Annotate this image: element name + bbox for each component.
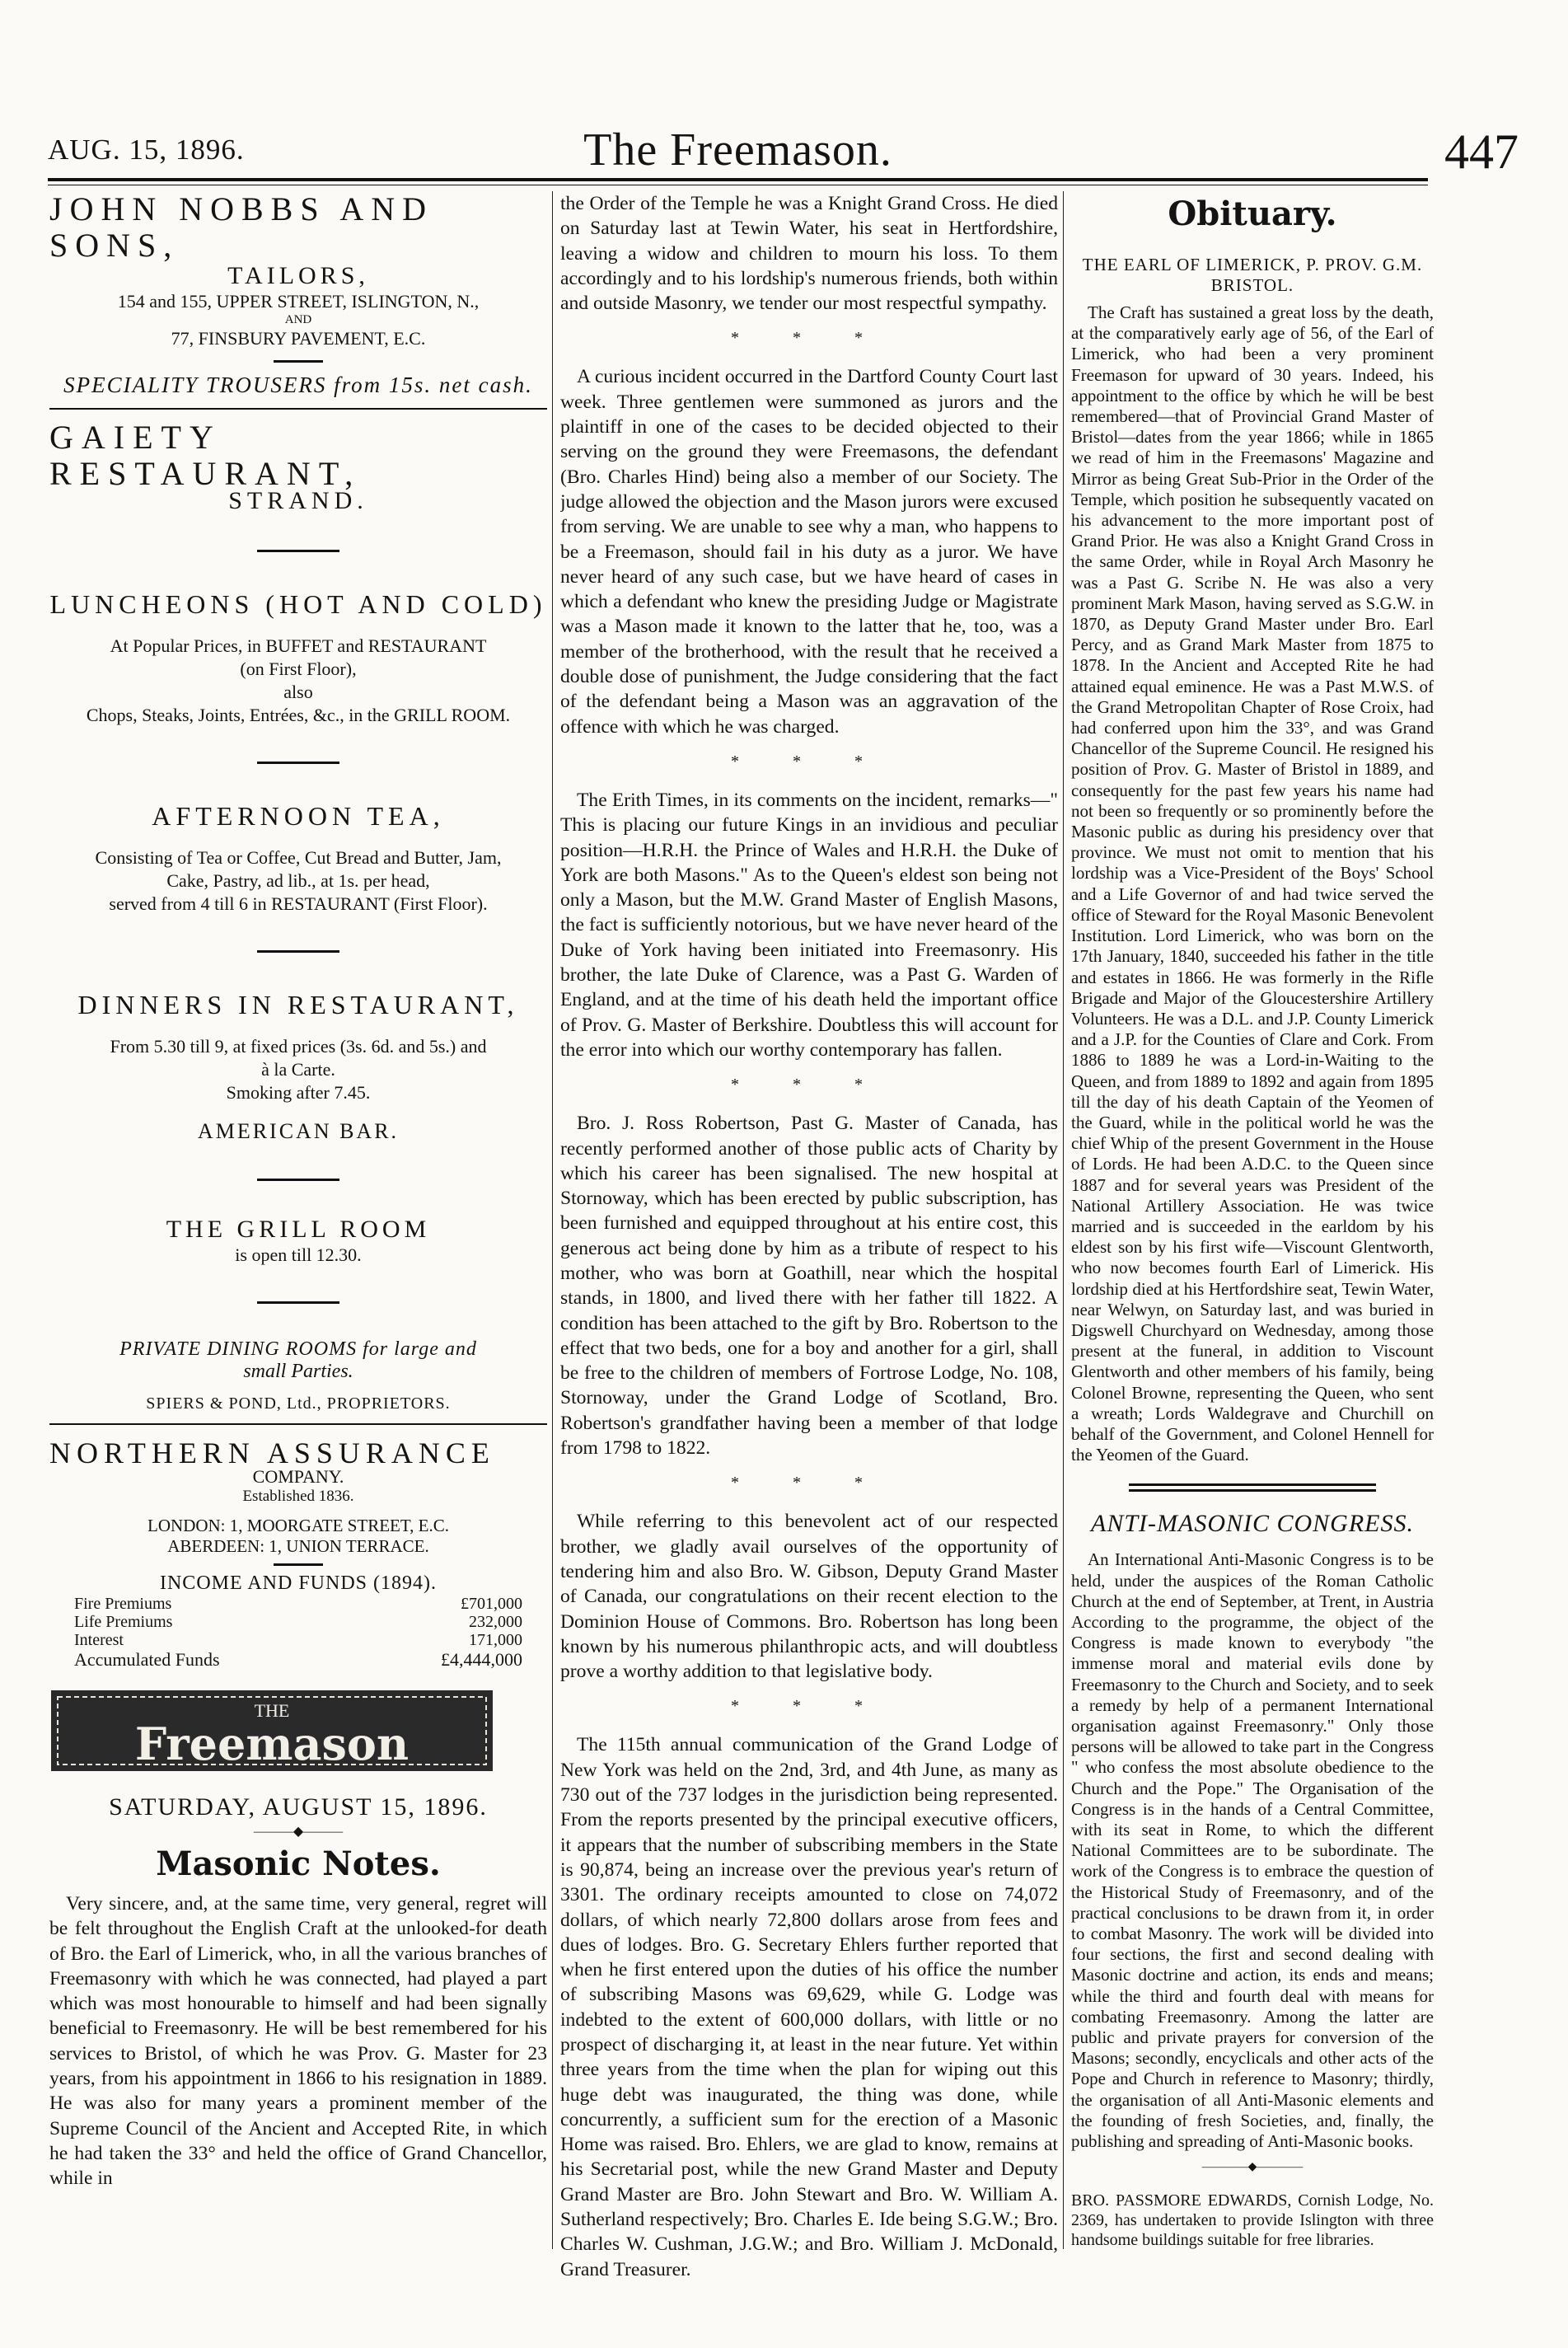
- anti-masonic-body: An International Anti-Masonic Congress is to be held, under the auspices of the Roman Catholic Church at the end of September, at Trent, in Austria According to the programme, the object of the Congress is made known to everybody "the immense moral and material evils done by Freemasonry to the Church and Society, and to seek a remedy by help of a permanent International organisation against Freemasonry." Only those persons will be allowed to take part in the Congress " who confess the most absolute obedience to the Church and the Pope." The Organisation of the Congress is in the hands of a Central Committee, with its seat in Rome, to which the different National Committees are to be subordinate. The work of the Congress is to embrace the question of the Historical Study of Freemasonry, and of the practical conclusions to be drawn from it, in order to combat Masonry. The work will be divided into four sections, the first and second dealing with Masonic doctrine and action, its ends and means; while the third and fourth deal with means for combating Freemasonry. Among the latter are public and private prayers for conversion of the Masons; secondly, encyclicals and other acts of the Pope and Church in reference to Masonry; thirdly, the organisation of all Anti-Masonic elements and the founding of fresh Societies, and, finally, the publishing and spreading of Anti-Masonic books.: [1071, 1549, 1434, 2152]
- ad-gaiety-name: GAIETY RESTAURANT,: [49, 419, 362, 492]
- column-divider-2: [1063, 191, 1064, 2249]
- issue-date-header: AUG. 15, 1896.: [48, 134, 245, 166]
- ad-nobbs: [49, 191, 547, 398]
- ad-gaiety-din-1: From 5.30 till 9, at fixed prices (3s. 6d. and 5s.) and: [110, 1036, 487, 1057]
- divider: [257, 1301, 339, 1304]
- ad-northern-funds-heading: INCOME AND FUNDS (1894).: [159, 1572, 437, 1594]
- column-divider-1: [552, 191, 553, 2249]
- logo-small-text: THE: [254, 1700, 290, 1721]
- fund-row: Interest 171,000: [74, 1631, 522, 1649]
- masthead: [48, 124, 1519, 181]
- ad-gaiety-din-2: à la Carte.: [261, 1059, 335, 1080]
- ornament-divider: ———◆———: [253, 1825, 344, 1839]
- obituary-subheading-1: THE EARL OF LIMERICK, P. PROV. G.M.: [1082, 255, 1423, 274]
- funds-table: [49, 1595, 547, 1671]
- masonic-notes-p7: The 115th annual communication of the Grand Lodge of New York was held on the 2nd, 3rd, and 4th June, as many as 730 out of the 737 lodges in the jurisdiction being represented. From the reports presented by the principal executive officers, it appears that the number of subscribing members in the State is 90,874, being an increase over the previous year's return of 3301. The ordinary receipts amounted to close on 74,072 dollars, of which nearly 72,800 dollars arose from fees and dues of lodges. Bro. G. Secretary Ehlers further reported that when he first entered upon the duties of his office the number of subscribing Masons was 69,629, while G. Lodge was indebted to the extent of 600,000 dollars, with little or no prospect of discharging it, at least in the near future. Yet within three years from the time when the plan for wiping out this huge debt was inaugurated, the thing was done, while concurrently, a sufficient sum for the erection of a Masonic Home was raised. Bro. Ehlers, we are glad to know, remains at his Secretarial post, while the new Grand Master and Deputy Grand Master are Bro. John Stewart and Bro. W. William A. Sutherland respectively; Bro. Charles E. Ide being S.G.W.; Bro. Charles W. Cushman, J.G.W.; and Bro. William J. McDonald, Grand Treasurer.: [560, 1734, 1058, 2280]
- masonic-notes-p4: The Erith Times, in its comments on the incident, remarks—" This is placing our future Kings in an invidious and peculiar position—H.R.H. the Prince of Wales and H.R.H. the Duke of York are both Masons." As to the Queen's eldest son being not only a Mason, but the M.W. Grand Master of English Masons, the fact is sufficiently notorious, but we have never heard of the Duke of York having been initiated into Freemasonry. His brother, the late Duke of Clarence, was a Past G. Warden of England, and at the time of his death held the important office of Prov. G. Master of Berkshire. Doubtless this will account for the error into which our worthy contemporary has fallen.: [560, 789, 1058, 1061]
- divider: [274, 360, 323, 363]
- ad-gaiety-lunch-3: also: [283, 682, 313, 702]
- divider: [274, 1563, 323, 1566]
- ad-gaiety-lunch-1: At Popular Prices, in BUFFET and RESTAURANT: [110, 635, 487, 656]
- obituary-subheading-2: BRISTOL.: [1210, 275, 1294, 295]
- ad-divider: [49, 1423, 547, 1425]
- masonic-notes-p3: A curious incident occurred in the Dartford County Court last week. Three gentlemen were summoned as jurors and the plaintiff in one of the cases to be decided objected to their serving on the ground they were Freemasons, the defendant (Bro. Charles Hind) being also a member of our Society. The judge allowed the objection and the Mason jurors were excused from serving. We are unable to see why a man, who happens to be a Freemason, should fail in his duty as a juror. We have never heard of any such case, but we have heard of cases in which a defendant who knew the presiding Judge or Magistrate was a Mason made it known to the latter that he, too, was a member of the brotherhood, with the result that he received a double dose of punishment, the Judge considering that the fact of the defendant being a Mason was an aggravation of the offence with which he was charged.: [560, 366, 1058, 738]
- ad-gaiety-grill-heading: THE GRILL ROOM: [166, 1216, 431, 1243]
- star-divider: * * *: [731, 1697, 887, 1716]
- masonic-notes-p2: the Order of the Temple he was a Knight Grand Cross. He died on Saturday last at Tewin Water, his seat in Hertfordshire, leaving a widow and children to mourn his loss. To them accordingly and to his lordship's numerous friends, both within and outside Masonry, we tender our most respectful sympathy.: [560, 193, 1058, 315]
- issue-date: SATURDAY, AUGUST 15, 1896.: [109, 1793, 488, 1821]
- column-2: [560, 191, 1058, 2282]
- ad-nobbs-trade: TAILORS,: [227, 262, 369, 289]
- ad-gaiety-tea-heading: AFTERNOON TEA,: [152, 801, 445, 831]
- divider: [257, 950, 339, 953]
- star-divider: * * *: [731, 1474, 887, 1493]
- ad-gaiety-dinners-heading: DINNERS IN RESTAURANT,: [77, 990, 519, 1019]
- star-divider: * * *: [731, 329, 887, 348]
- footnote-passmore-edwards: BRO. PASSMORE EDWARDS, Cornish Lodge, No. 2369, has undertaken to provide Islington with three handsome buildings suitable for free libraries.: [1071, 2191, 1434, 2250]
- obituary-heading: Obituary.: [1168, 194, 1337, 233]
- ad-gaiety: [49, 419, 547, 1413]
- ad-northern-name: NORTHERN ASSURANCE: [49, 1436, 495, 1469]
- anti-masonic-heading: ANTI-MASONIC CONGRESS.: [1091, 1510, 1414, 1538]
- ad-nobbs-addr1: 154 and 155, UPPER STREET, ISLINGTON, N.,: [117, 291, 480, 312]
- ad-northern-company: COMPANY.: [252, 1466, 344, 1487]
- ornament-divider: ————◆————: [1201, 2161, 1304, 2174]
- freemason-logo: [49, 1685, 494, 1776]
- ad-gaiety-bar: AMERICAN BAR.: [197, 1119, 400, 1143]
- masonic-notes-heading: Masonic Notes.: [156, 1844, 441, 1883]
- ad-northern-london: LONDON: 1, MOORGATE STREET, E.C.: [147, 1516, 449, 1535]
- ad-northern-established: Established 1836.: [242, 1488, 354, 1505]
- fund-row: Accumulated Funds £4,444,000: [74, 1649, 522, 1670]
- ad-gaiety-tea-3: served from 4 till 6 in RESTAURANT (First Floor).: [109, 893, 488, 914]
- ad-gaiety-grill-1: is open till 12.30.: [235, 1244, 362, 1265]
- ad-northern: [49, 1435, 547, 1671]
- ad-gaiety-din-3: Smoking after 7.45.: [226, 1082, 371, 1103]
- paper-title: The Freemason.: [583, 124, 892, 176]
- star-divider: * * *: [731, 1076, 887, 1094]
- ad-gaiety-lunch-2: (on First Floor),: [240, 658, 357, 679]
- ad-gaiety-place: STRAND.: [228, 487, 368, 514]
- masonic-notes-p5: Bro. J. Ross Robertson, Past G. Master of Canada, has recently performed another of those public acts of Charity by which his career has been signalised. The new hospital at Stornoway, which has been erected by public subscription, has been furnished and equipped throughout at his entire cost, this generous act being done by him as a tribute of respect to his mother, who was born at Goathill, near which the hospital stands, in 1800, and lived there with her father till 1822. A condition has been attached to the gift by Bro. Robertson to the effect that two beds, one for a boy and another for a girl, shall be free to the children of members of Fortrose Lodge, No. 108, Stornoway, under the Grand Lodge of Scotland, Bro. Robertson's grandfather having been a member of that lodge from 1798 to 1822.: [560, 1113, 1058, 1460]
- ad-nobbs-special: SPECIALITY TROUSERS from 15s. net cash.: [63, 373, 533, 397]
- ad-nobbs-and: AND: [284, 313, 312, 326]
- masonic-notes-p6: While referring to this benevolent act of our respected brother, we gladly avail ourselves of the opportunity of tendering him and also Bro. W. Gibson, Deputy Grand Master of Canada, our congratulations on their recent election to the Dominion House of Commons. Bro. Robertson has long been known by his numerous philanthropic acts, and will doubtless prove a worthy addition to that legislative body.: [560, 1511, 1058, 1683]
- page-number: 447: [1444, 124, 1519, 179]
- double-rule-divider: [1129, 1483, 1376, 1492]
- divider: [257, 762, 339, 764]
- ad-gaiety-private-1: PRIVATE DINING ROOMS for large and: [119, 1338, 477, 1360]
- ad-gaiety-proprietors: SPIERS & POND, Ltd., PROPRIETORS.: [146, 1394, 451, 1413]
- star-divider: * * *: [731, 752, 887, 771]
- ad-nobbs-addr2: 77, FINSBURY PAVEMENT, E.C.: [171, 328, 426, 349]
- column-3: [1071, 191, 1434, 2282]
- ad-nobbs-name: JOHN NOBBS AND SONS,: [49, 191, 434, 264]
- ad-gaiety-lunch-heading: LUNCHEONS (HOT AND COLD): [49, 589, 547, 619]
- masthead-rule: [48, 178, 1428, 181]
- column-1: [49, 191, 547, 2282]
- divider: [257, 550, 339, 552]
- masonic-notes-p1: Very sincere, and, at the same time, very general, regret will be felt throughout the English Craft at the unlooked-for death of Bro. the Earl of Limerick, who, in all the various branches of Freemasonry with which he was connected, had played a part which was most honourable to himself and had been signally beneficial to Freemasonry. He will be best remembered for his services to Bristol, of which he was Prov. G. Master for 23 years, from his appointment in 1866 to his resignation in 1889. He was also for many years a prominent member of the Supreme Council of the Ancient and Accepted Rite, in which he had taken the 33° and held the office of Grand Chancellor, while in: [49, 1893, 547, 2190]
- ad-gaiety-tea-2: Cake, Pastry, ad lib., at 1s. per head,: [166, 870, 430, 891]
- ad-northern-aberdeen: ABERDEEN: 1, UNION TERRACE.: [167, 1536, 429, 1556]
- ad-gaiety-private-2: small Parties.: [243, 1361, 353, 1382]
- ad-divider: [49, 408, 547, 410]
- fund-row: Life Premiums 232,000: [74, 1613, 522, 1631]
- obituary-body: The Craft has sustained a great loss by the death, at the comparatively early age of 56, of the Earl of Limerick, who had been a very prominent Freemason for upward of 30 years. Indeed, his appointment to the office by which he will be best remembered—that of Provincial Grand Master of Bristol—dates from the year 1866; while in 1865 we read of him in the Freemasons' Magazine and Mirror as being Great Sub-Prior in the Order of the Temple, which position he subsequently vacated on his advancement to the more important post of Grand Prior. He was also a Knight Grand Cross in the same Order, while in Royal Arch Masonry he was a Past G. Scribe N. He was also a very prominent Mark Mason, having served as S.G.W. in 1870, as Deputy Grand Master under Bro. Earl Percy, and as Grand Mark Master from 1875 to 1878. In the Ancient and Accepted Rite he had attained equal eminence. He was a Past M.W.S. of the Grand Metropolitan Chapter of Rose Croix, had had conferred upon him the 33°, and was Grand Chancellor of the Supreme Council. He resigned his position of Prov. G. Master of Bristol in 1889, and consequently for the past few years his name had not been so frequently or so prominently before the Masonic public as during his presidency over that province. We must not omit to mention that his lordship was a Vice-President of the Boys' School and a Life Governor of and had twice served the office of Steward for the Royal Masonic Benevolent Institution. Lord Limerick, who was born on the 17th January, 1840, succeeded his father in the title and estates in 1866. He was formerly in the Rifle Brigade and Major of the Gloucestershire Artillery Volunteers. He was a D.L. and J.P. County Limerick and a J.P. for the Counties of Clare and Cork. From 1886 to 1889 he was a Lord-in-Waiting to the Queen, and from 1889 to 1892 and again from 1895 till the day of his death Captain of the Yeomen of the Guard, while in the political world he was the chief Whip of the present Government in the House of Lords. He had been A.D.C. to the Queen since 1887 and for several years was President of the National Artillery Association. He was twice married and is succeeded in the earldom by his eldest son by his first wife—Viscount Glentworth, who now becomes fourth Earl of Limerick. His lordship died at his Hertfordshire seat, Tewin Water, near Welwyn, on Saturday last, and was buried in Digswell Churchyard on Wednesday, among those present at the funeral, in addition to Viscount Glentworth and other members of his family, being Colonel Browne, representing the Queen, who sent a wreath; Lords Waldegrave and Churchill on behalf of the Government, and Colonel Hennell for the Yeomen of the Guard.: [1071, 302, 1434, 1465]
- fund-row: Fire Premiums £701,000: [74, 1595, 522, 1613]
- logo-big-text: Freemason: [134, 1718, 410, 1770]
- divider: [257, 1179, 339, 1181]
- ad-gaiety-tea-1: Consisting of Tea or Coffee, Cut Bread and Butter, Jam,: [95, 847, 502, 868]
- ad-gaiety-lunch-4: Chops, Steaks, Joints, Entrées, &c., in the GRILL ROOM.: [86, 705, 511, 725]
